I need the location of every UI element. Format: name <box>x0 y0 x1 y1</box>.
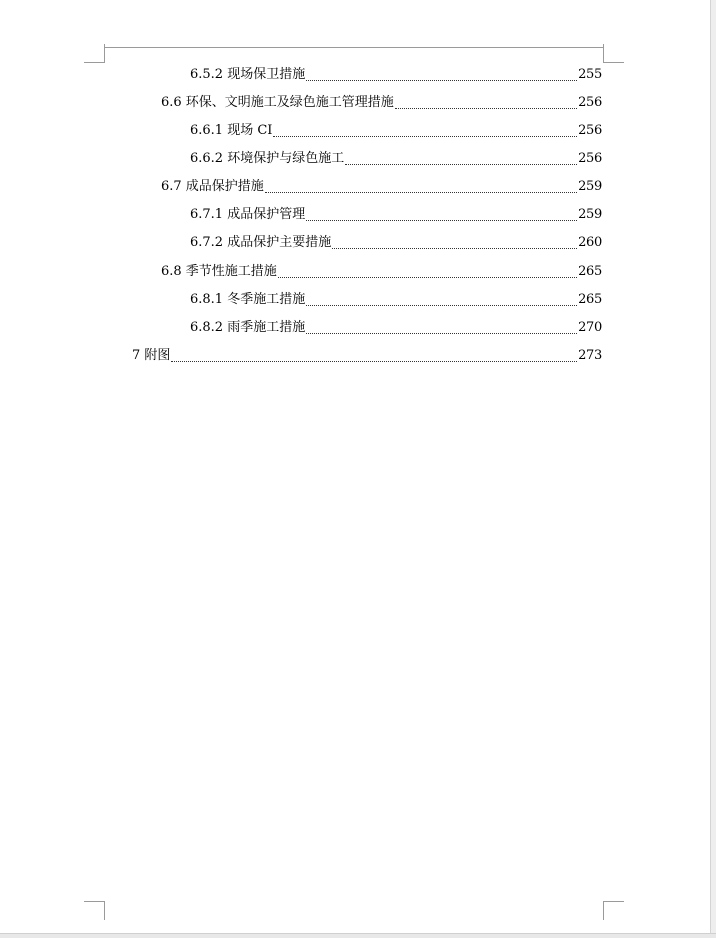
toc-entry[interactable] <box>190 202 602 228</box>
toc-page-number: 256 <box>578 123 602 138</box>
toc-page-number: 260 <box>578 235 602 250</box>
toc-leader-dots <box>265 192 577 193</box>
toc-entry-title: 6.6.1 现场 CI <box>190 123 273 138</box>
crop-mark-bottom-left <box>84 901 105 920</box>
toc-leader-dots <box>306 220 577 221</box>
toc-entry-title: 6.8.1 冬季施工措施 <box>190 292 306 307</box>
toc-entry[interactable] <box>132 343 602 369</box>
toc-entry-title: 6.7.2 成品保护主要措施 <box>190 235 332 250</box>
toc-entry-title: 6.8.2 雨季施工措施 <box>190 320 306 335</box>
crop-mark-top-right <box>603 44 624 63</box>
toc-entry[interactable] <box>190 146 602 172</box>
toc-entry-title: 6.6.2 环境保护与绿色施工 <box>190 151 345 166</box>
toc-entry-title: 6.8 季节性施工措施 <box>161 264 277 279</box>
toc-entry[interactable] <box>161 90 602 116</box>
toc-leader-dots <box>306 305 577 306</box>
toc-entry-title: 6.7 成品保护措施 <box>161 179 264 194</box>
toc-entry[interactable] <box>190 62 602 88</box>
toc-entry-title: 6.7.1 成品保护管理 <box>190 207 306 222</box>
window-right-edge <box>710 0 716 937</box>
crop-mark-top-left <box>84 44 105 63</box>
toc-entry[interactable] <box>190 230 602 256</box>
toc-page-number: 265 <box>578 264 602 279</box>
toc-page-number: 270 <box>578 320 602 335</box>
toc-entry[interactable] <box>161 259 602 285</box>
toc-leader-dots <box>332 248 577 249</box>
toc-leader-dots <box>306 333 577 334</box>
toc-page-number: 273 <box>578 348 602 363</box>
toc-leader-dots <box>395 108 577 109</box>
toc-leader-dots <box>345 164 577 165</box>
toc-page-number: 256 <box>578 151 602 166</box>
toc-page-number: 256 <box>578 95 602 110</box>
toc-entry[interactable] <box>190 315 602 341</box>
toc-leader-dots <box>273 136 577 137</box>
toc-entry[interactable] <box>190 118 602 144</box>
toc-leader-dots <box>171 361 577 362</box>
toc-entry-title: 6.6 环保、文明施工及绿色施工管理措施 <box>161 95 394 110</box>
crop-mark-bottom-right <box>603 901 624 920</box>
toc-entry[interactable] <box>161 174 602 200</box>
toc-page-number: 259 <box>578 179 602 194</box>
toc-entry-title: 6.5.2 现场保卫措施 <box>190 67 306 82</box>
toc-entry-title: 7 附图 <box>132 348 171 363</box>
toc-leader-dots <box>306 80 577 81</box>
header-rule <box>104 47 603 48</box>
window-bottom-edge <box>0 933 716 938</box>
toc-page-number: 265 <box>578 292 602 307</box>
toc-page-number: 259 <box>578 207 602 222</box>
toc-page-number: 255 <box>578 67 602 82</box>
toc-leader-dots <box>278 277 577 278</box>
toc-entry[interactable] <box>190 287 602 313</box>
